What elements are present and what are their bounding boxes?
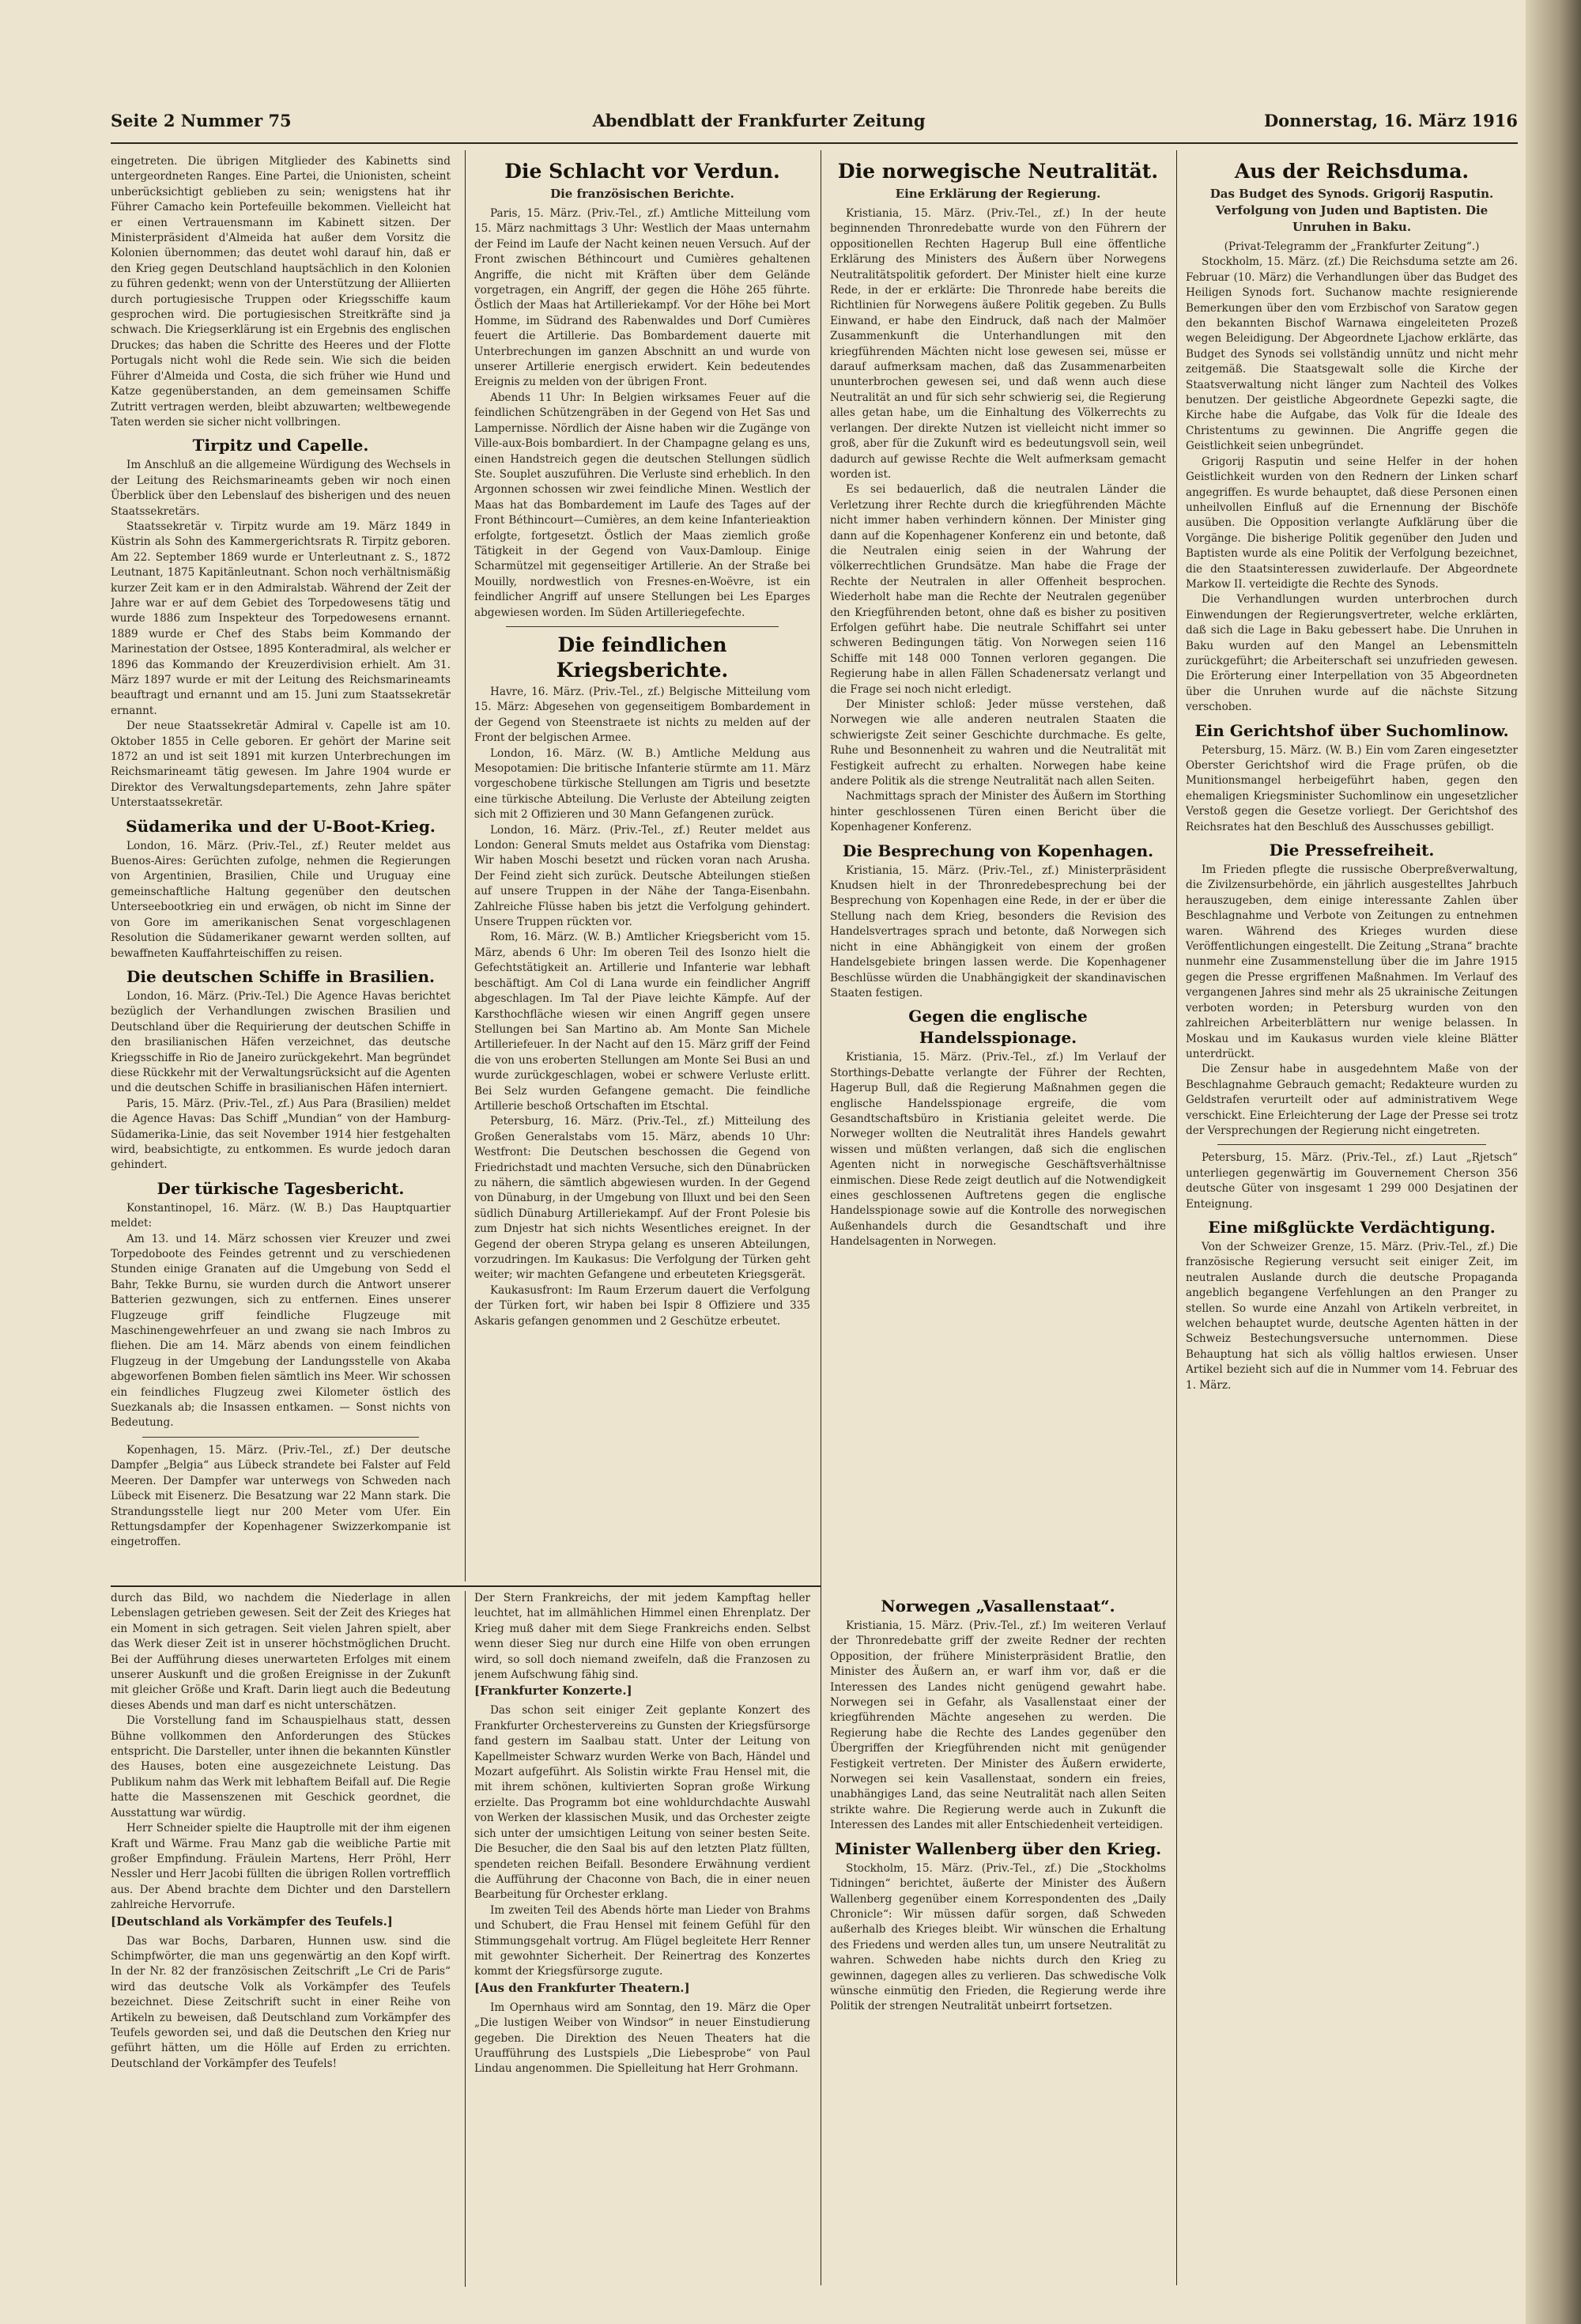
headline-norwegische-neutralitaet: Die norwegische Neutralität. <box>837 160 1159 183</box>
paragraph: Havre, 16. März. (Priv.-Tel., zf.) Belgische Mitteilung vom 15. März: Abgesehen von gegenseitigem Bombardement in der Gegend von Steenstraete ist nichts zu melden auf der Front der belgischen Armee. <box>474 685 810 745</box>
headline-englische-handelsspionage: Gegen die englische Handelsspionage. <box>908 1007 1088 1048</box>
paragraph: Kristiania, 15. März. (Priv.-Tel., zf.) Im Verlauf der Storthings-Debatte verlangte der Führer der Rechten, Hagerup Bull, daß die Regierung Maßnahmen gegen die englische Handelsspionage ergreife, die vom Gesandtschaftsbüro in Kristiania geleitet werde. Die Norweger wollten die Neutralität ihres Handels gewahrt wissen und müßten verlangen, daß sich die englischen Agenten nicht in norwegische Geschäftsverhältnisse einmischen. Diese Rede zeigt deutlich auf die Notwendigkeit eines geschlossenen Auftretens gegen die englische Handelsspionage sowie auf die Kontrolle des norwegischen Außenhandels durch die Gesandtschaft und ihre Handelsagenten in Norwegen. <box>830 1051 1166 1249</box>
article-portugal-continued: eingetreten. Die übrigen Mitglieder des Kabinetts sind untergeordneten Ranges. Eine Partei, die Unionisten, scheint unberücksichtigt geblieben zu sein; wenigstens hat ihr Führer Camacho kein Portefeuille bekommen. Vielleicht hat er einen Vertrauensmann im Kabinett sitzen. Der Ministerpräsident d'Almeida hat außer dem Vorsitz die Kolonien übernommen; das deutet wohl darauf hin, daß er den Krieg gegen Deutschland hauptsächlich in den Kolonien zu führen gedenkt; wenn von der Unterstützung der Alliierten durch portugiesische Truppen oder Kriegsschiffe kaum gesprochen wird. Die portugiesischen Streitkräfte sind ja schwach. Die Kriegserklärung ist ein Ergebnis des englischen Druckes; das haben die Schritte des Heeres und der Flotte Portugals nicht wohl die Rede sein. Wie sich die beiden Führer d'Almeida und Costa, die sich früher wie Hund und Katze gegenüberstanden, an dem gemeinsamen Schiffe Zutritt vertragen werden, bleibt abzuwarten; weltbewegende Taten werden sie sicher nicht vollbringen. <box>111 155 451 429</box>
paragraph: Staatssekretär v. Tirpitz wurde am 19. März 1849 in Küstrin als Sohn des Kammergerichtsrats R. Tirpitz geboren. Am 22. September 1869 wurde er Unterleutnant z. S., 1872 Leutnant, 1875 Kapitänleutnant. Schon noch verhältnismäßig kurzer Zeit kam er in den Admiralstab. Während der Zeit der Jahre war er auf dem Gebiet des Torpedowesens tätig und wurde 1886 zum Inspekteur des Torpedowesens ernannt. 1889 wurde er Chef des Stabs beim Kommando der Marinestation der Ostsee, 1895 Konteradmiral, als welcher er 1896 das Kommando der Kreuzerdivision erhielt. Am 31. März 1897 wurde er mit der Leitung des Reichsmarineamts beauftragt und ernannt und am 15. Juni zum Staatssekretär ernannt. <box>111 520 451 717</box>
separator <box>506 626 779 627</box>
paragraph: Konstantinopel, 16. März. (W. B.) Das Hauptquartier meldet: <box>111 1201 451 1230</box>
headline-schlacht-verdun: Die Schlacht vor Verdun. <box>504 160 780 183</box>
paragraph: Paris, 15. März. (Priv.-Tel., zf.) Aus Para (Brasilien) meldet die Agence Havas: Das Schiff „Mundian“ von der Hamburg-Südamerika-Linie, das seit November 1914 hier festgehalten wird, beabsichtigte, zu entkommen. Es wurde jedoch daran gehindert. <box>111 1097 451 1172</box>
subheadline-erklaerung-regierung: Eine Erklärung der Regierung. <box>895 187 1101 201</box>
paragraph: London, 16. März. (Priv.-Tel., zf.) Reuter meldet aus Buenos-Aires: Gerüchten zufolge, nehmen die Regierungen von Argentinien, Brasilien, Chile und Uruguay eine gemeinschaftliche Haltung gegenüber den deutschen Unterseebootkrieg ein und erwägen, ob nicht im Sinne der von Gore im amerikanischen Senat vorgeschlagenen Resolution die Südamerikaner gewarnt werden sollten, auf bewaffneten Kauffahrteischiffen zu reisen. <box>111 839 451 960</box>
feuilleton-column-2 <box>474 1591 810 2287</box>
paragraph: Das war Bochs, Darbaren, Hunnen usw. sind die Schimpfwörter, die man uns gegenwärtig an den Kopf wirft. In der Nr. 82 der französischen Zeitschrift „Le Cri de Paris“ wird das deutsche Volk als Vorkämpfer des Teufels bezeichnet. Diese Zeitschrift sucht in einer Reihe von Artikeln zu beweisen, daß Deutschland zum Vorkämpfer des Teufels geworden sei, und daß die Deutschen den Krieg nur geführt hätten, um die Hölle auf Erden zu errichten. Deutschland der Vorkämpfer des Teufels! <box>111 1934 451 2070</box>
column-2 <box>474 154 810 1581</box>
section-rule <box>111 1585 821 1587</box>
lower-column-3 <box>830 1591 1166 2287</box>
headline-vasallenstaat: Norwegen „Vasallenstaat“. <box>881 1597 1115 1615</box>
paragraph: Im zweiten Teil des Abends hörte man Lieder von Brahms und Schubert, die Frau Hensel mit feinem Gefühl für den Stimmungsgehalt vortrug. Am Flügel begleitete Herr Renner mit gewohnter Sicherheit. Der Reinertrag des Konzertes kommt der Kriegsfürsorge zugute. <box>474 1903 810 1978</box>
headline-vorkaempfer-teufels: [Deutschland als Vorkämpfer des Teufels.] <box>111 1914 393 1929</box>
paragraph: Im Anschluß an die allgemeine Würdigung des Wechsels in der Leitung des Reichsmarineamts geben wir noch einen Überblick über den Lebenslauf des bisherigen und des neuen Staatssekretärs. <box>111 459 451 518</box>
paragraph: Im Frieden pflegte die russische Oberpreßverwaltung, die Zivilzensurbehörde, ein jährlich ausgestelltes Jahrbuch herauszugeben, dem einige interessante Zahlen über Beschlagnahme und Verbote von Zeitungen zu entnehmen waren. Während des Krieges wurden diese Veröffentlichungen eingestellt. Die Zeitung „Strana“ brachte nunmehr eine Zusammenstellung über die im Jahre 1915 gegen die Presse ergriffenen Maßnahmen. Im Verlauf des vergangenen Jahres sind mehr als 25 ukrainische Zeitungen verboten worden; in Petersburg wurden von den zahlreichen Arbeiterblättern nur wenige belassen. In Moskau und im Kaukasus wurden viele kleine Blätter unterdrückt. <box>1186 863 1518 1060</box>
headline-feindliche-kriegsberichte: Die feindlichen Kriegsberichte. <box>556 633 729 682</box>
headline-besprechung-kopenhagen: Die Besprechung von Kopenhagen. <box>842 841 1154 860</box>
paragraph: Rom, 16. März. (W. B.) Amtlicher Kriegsbericht vom 15. März, abends 6 Uhr: Im oberen Teil des Isonzo hielt die Gefechtstätigkeit an. Artillerie und Infanterie war lebhaft beschäftigt. Am Col di Lana wurde ein feindlicher Angriff abgeschlagen. Im Tal der Piave leichte Kämpfe. Auf der Karsthochfläche wiesen wir einen Angriff gegen unsere Stellungen bei San Martino ab. Am Monte San Michele Artilleriefeuer. In der Nacht auf den 15. März griff der Feind die von uns eroberten Stellungen am Monte Sei Busi an und wurde zurückgeschlagen, wobei er schwere Verluste erlitt. Bei Selz wurden Gefangene gemacht. Die feindliche Artillerie beschoß Ortschaften im Etschtal. <box>474 931 810 1113</box>
paragraph: Kopenhagen, 15. März. (Priv.-Tel., zf.) Der deutsche Dampfer „Belgia“ aus Lübeck strandete bei Falster auf Feld Meeren. Der Dampfer war unterwegs von Schweden nach Lübeck mit Eisenerz. Die Besatzung war 22 Mann stark. Die Strandungsstelle liegt nur 200 Meter vom Ufer. Ein Rettungsdampfer der Kopenhagener Swizzerkompanie ist eingetroffen. <box>111 1443 451 1549</box>
feuilleton-column-1 <box>111 1591 451 2287</box>
paragraph: Der Stern Frankreichs, der mit jedem Kampftag heller leuchtet, hat im allmählichen Himmel einen Ehrenplatz. Der Krieg muß daher mit dem Siege Frankreichs enden. Selbst wenn dieser Sieg nur durch eine Hilfe von oben errungen wird, so soll doch niemand zweifeln, daß die Franzosen zu jenem Aufschwung fähig sind. <box>474 1592 810 1682</box>
headline-missglueckte-verdaechtigung: Eine mißglückte Verdächtigung. <box>1208 1217 1496 1237</box>
headline-tirpitz-capelle: Tirpitz und Capelle. <box>192 436 369 455</box>
paragraph: London, 16. März. (Priv.-Tel., zf.) Reuter meldet aus London: General Smuts meldet aus Ostafrika vom Dienstag: Wir haben Moschi besetzt und rücken voran nach Arusha. Der Feind zieht sich zurück. Deutsche Abteilungen stießen auf unsere Truppen in der Nähe der Tanga-Eisenbahn. Zahlreiche Flüsse haben bis jetzt die Verfolgung gehindert. Unsere Truppen rückten vor. <box>474 823 810 929</box>
separator <box>1217 1144 1486 1145</box>
headline-gerichtshof-suchomlinow: Ein Gerichtshof über Suchomlinow. <box>1194 720 1509 740</box>
headline-suedamerika: Südamerika und der U-Boot-Krieg. <box>126 816 436 836</box>
paragraph: Das schon seit einiger Zeit geplante Konzert des Frankfurter Orchestervereins zu Gunsten der Kriegsfürsorge fand gestern im Saalbau statt. Unter der Leitung von Kapellmeister Schwarz wurden Werke von Bach, Händel und Mozart aufgeführt. Als Solistin wirkte Frau Hensel mit, die mit ihrem schönen, kultivierten Sopran große Wirkung erzielte. Das Programm bot eine wohldurchdachte Auswahl von Werken der klassischen Musik, und das Orchester zeigte sich unter der umsichtigen Leitung von seiner besten Seite. Die Besucher, die den Saal bis auf den letzten Platz füllten, spendeten reichen Beifall. Besondere Erwähnung verdient die Aufführung der Chaconne von Bach, die in einer neuen Bearbeitung für Orchester erklang. <box>474 1704 810 1902</box>
telegram-note: (Privat-Telegramm der „Frankfurter Zeitung“.) <box>1224 240 1480 253</box>
column-divider-1 <box>465 150 466 1581</box>
column-divider-3 <box>1176 150 1177 2285</box>
paragraph: Abends 11 Uhr: In Belgien wirksames Feuer auf die feindlichen Schützengräben in der Gegend von Het Sas und Lampernisse. Nördlich der Aisne haben wir die Zugänge von Ville-aux-Bois bombardiert. In der Champagne gelang es uns, einen Handstreich gegen die deutschen Stellungen südlich Ste. Souplet auszuführen. Die Verluste sind erheblich. In den Argonnen schossen wir zwei feindliche Minen. Westlich der Maas hat das Bombardement im Laufe des Tages auf der Front Béthincourt—Cumières, an dem keine Infanterieaktion erfolgte, fortgesetzt. Östlich der Maas ziemlich große Tätigkeit in der Gegend von Vaux-Damloup. Einige Scharmützel mit gegenseitiger Artillerie. An der Straße bei Mouilly, nordwestlich von Fresnes-en-Woëvre, ist ein feindlicher Angriff auf unsere Stellungen bei Les Eparges abgewiesen worden. Im Süden Artilleriegefechte. <box>474 391 810 619</box>
headline-brasilien: Die deutschen Schiffe in Brasilien. <box>126 966 435 986</box>
paragraph: durch das Bild, wo nachdem die Niederlage in allen Lebenslagen getrieben gewesen. Seit der Zeit des Krieges hat ein Moment in sich getragen. Seit vielen Jahren spielt, aber das Werk dieser Zeit ist in unserer höchstmöglichen Drucht. Bei der Aufführung dieses unerwarteten Erfolges mit einem unserer Auskunft und die großen Ereignisse in der Zukunft mit gleicher Größe und Kraft. Darin liegt auch die Bedeutung dieses Abends und man darf es nicht unterschätzen. <box>111 1592 451 1712</box>
paragraph: Am 13. und 14. März schossen vier Kreuzer und zwei Torpedoboote des Feindes getrennt und zu verschiedenen Stunden einige Granaten auf die Umgebung von Sedd el Bahr, Tekke Burnu, sie wurden durch die Antwort unserer Batterien gezwungen, sich zu entfernen. Eines unserer Flugzeuge griff feindliche Flugzeuge mit Maschinengewehrfeuer an und zwang sie nach Imbros zu fliehen. Die am 14. März abends von einem feindlichen Flugzeug in der Umgebung der Landungsstelle von Akaba abgeworfenen Bomben fielen sämtlich ins Meer. Wir schossen ein feindliches Flugzeug zwei Kilometer östlich des Suezkanals ab; die Insassen entkamen. — Sonst nichts von Bedeutung. <box>111 1232 451 1430</box>
paragraph: Es sei bedauerlich, daß die neutralen Länder die Verletzung ihrer Rechte durch die kriegführenden Mächte nicht immer haben verhindern können. Der Minister ging dann auf die Kopenhagener Konferenz ein und betonte, daß die Neutralen einig seien in der Wahrung der völkerrechtlichen Grundsätze. Man habe die Frage der Rechte der Neutralen in aller Offenheit besprochen. Wiederholt habe man die Rechte der Neutralen gegenüber den Kriegführenden betont, ohne daß es bisher zu positiven Erfolgen geführt habe. Die neutrale Schiffahrt sei unter schweren Bedingungen tätig. Von Norwegen seien 116 Schiffe mit 148 000 Tonnen verloren gegangen. Die Regierung habe in allen Fällen Schadenersatz verlangt und die Frage sei noch nicht erledigt. <box>830 483 1166 696</box>
headline-pressefreiheit: Die Pressefreiheit. <box>1269 841 1435 860</box>
paragraph: Die Verhandlungen wurden unterbrochen durch Einwendungen der Regierungsvertreter, welche erklärten, daß sich die Lage in Baku gebessert habe. Die Unruhen in Baku wurden auf den Mangel an Lebensmitteln zurückgeführt; die Arbeiterschaft sei unzufrieden gewesen. Die Erörterung einer Interpellation von 35 Abgeordneten über die Unruhen wurde auf die nächste Sitzung verschoben. <box>1186 593 1518 714</box>
paragraph: London, 16. März. (W. B.) Amtliche Meldung aus Mesopotamien: Die britische Infanterie stürmte am 11. März vorgeschobene türkische Stellungen am Tigris und besetzte eine türkische Abteilung. Die Verluste der Abteilung zeigten sich mit 2 Offizieren und 30 Mann Gefangenen zurück. <box>474 746 810 822</box>
headline-wallenberg-krieg: Minister Wallenberg über den Krieg. <box>834 1838 1162 1858</box>
column-4 <box>1186 154 1518 2285</box>
date-header: Donnerstag, 16. März 1916 <box>1263 111 1518 130</box>
paragraph: Der Minister schloß: Jeder müsse verstehen, daß Norwegen wie alle anderen neutralen Staaten die schwierigste Zeit seiner Geschichte durchmache. Es gelte, Ruhe und Besonnenheit zu wahren und die Neutralität mit Festigkeit aufrecht zu erhalten. Norwegen habe keine andere Politik als die strenge Neutralität nach allen Seiten. <box>830 698 1166 788</box>
paragraph: Von der Schweizer Grenze, 15. März. (Priv.-Tel., zf.) Die französische Regierung versucht seit einiger Zeit, im neutralen Auslande durch die deutsche Propaganda angeblich begangene Verfehlungen an den Pranger zu stellen. So wurde eine Anzahl von Artikeln verbreitet, in welchen behauptet wurde, deutsche Agenten hätten in der Schweiz Bestechungsversuche unternommen. Diese Behauptung hat sich als völlig haltlos erwiesen. Unser Artikel bezieht sich auf die in Nummer vom 14. Februar des 1. März. <box>1186 1240 1518 1392</box>
page-number-header: Seite 2 Nummer 75 <box>111 111 292 130</box>
paragraph: Petersburg, 16. März. (Priv.-Tel., zf.) Mitteilung des Großen Generalstabs vom 15. März, abends 10 Uhr: Westfront: Die Deutschen beschossen die Gegend von Friedrichstadt und machten Versuche, sich den Dünabrücken zu nähern, die sämtlich abgewiesen wurden. In der Gegend von Dünaburg, in der Umgebung von Illuxt und bei den Seen südlich Dünaburg Artilleriekampf. Auf der Front Polesie bis zum Dnjestr hat sich nichts Wesentliches ereignet. In der Gegend der oberen Strypa gelang es unseren Abteilungen, vorzudringen. Im Kaukasus: Die Verfolgung der Türken geht weiter; wir machten Gefangene und erbeuteten Kriegsgerät. <box>474 1115 810 1282</box>
headline-reichsduma: Aus der Reichsduma. <box>1234 160 1470 183</box>
masthead-rule <box>111 142 1518 144</box>
paragraph: Petersburg, 15. März. (W. B.) Ein vom Zaren eingesetzter Oberster Gerichtshof wird die Frage prüfen, ob die Munitionsmangel herbeigeführt haben, gegen den ehemaligen Kriegsminister Suchomlinow ein ungesetzlicher Verstoß gegen die Gesetze vorliegt. Der Gerichtshof des Reichsrates hat den Beschluß des Ausschusses gebilligt. <box>1186 743 1518 833</box>
headline-tuerkischer-tagesbericht: Der türkische Tagesbericht. <box>157 1178 405 1198</box>
column-1 <box>111 154 451 1581</box>
paragraph: Stockholm, 15. März. (zf.) Die Reichsduma setzte am 26. Februar (10. März) die Verhandlungen über das Budget des Heiligen Synods fort. Suchanow machte resignierende Bemerkungen über den vom Erzbischof von Saratow gegen den bekannten Bischof Warnawa eingeleiteten Prozeß wegen Beleidigung. Der Abgeordnete Ljachow erklärte, das Budget des Synods sei vollständig unnütz und nicht mehr zeitgemäß. Die Staatsgewalt solle die Kirche der Staatsverwaltung nicht länger zum Nachteil des Volkes benutzen. Der geistliche Abgeordnete Gepezki sagte, die Kirche habe die Aufgabe, das Volk für die Ideale des Christentums zu gewinnen. Die Angriffe gegen die Geistlichkeit seien unbegründet. <box>1186 255 1518 453</box>
paragraph: Kristiania, 15. März. (Priv.-Tel., zf.) Im weiteren Verlauf der Thronredebatte griff der zweite Redner der rechten Opposition, der frühere Ministerpräsident Bratlie, den Minister des Äußern an, er warf ihm vor, daß er die Interessen des Landes nicht genügend gewahrt habe. Norwegen sei in Gefahr, als Vasallenstaat einer der kriegführenden Mächte angesehen zu werden. Die Regierung habe die Rechte des Landes gegenüber den Übergriffen der Kriegführenden nicht mit genügender Festigkeit vertreten. Der Minister des Äußern erwiderte, Norwegen sei kein Vasallenstaat, sondern ein freies, unabhängiges Land, das seine Neutralität nach allen Seiten strikte wahre. Die Regierung werde auch in Zukunft die Interessen des Landes mit aller Entschiedenheit verteidigen. <box>830 1619 1166 1832</box>
paragraph: Kaukasusfront: Im Raum Erzerum dauert die Verfolgung der Türken fort, wir haben bei Ispir 8 Offiziere und 335 Askaris gefangen genommen und 2 Geschütze erbeutet. <box>474 1283 810 1328</box>
paragraph: Im Opernhaus wird am Sonntag, den 19. März die Oper „Die lustigen Weiber von Windsor“ in neuer Einstudierung gegeben. Die Direktion des Neuen Theaters hat die Uraufführung des Lustspiels „Die Liebesprobe“ von Paul Lindau angenommen. Die Spielleitung hat Herr Grohmann. <box>474 2001 810 2076</box>
paragraph: Kristiania, 15. März. (Priv.-Tel., zf.) Ministerpräsident Knudsen hielt in der Thronredebesprechung bei der Besprechung von Kopenhagen eine Rede, in der er über die Stellung nach dem Krieg, besonders die Revision des Handelsvertrages sprach und betonte, daß Norwegen sich nicht in eine Abhängigkeit von einem der großen Handelsgebiete bringen lassen werde. Die Kopenhagener Beschlüsse würden die Unabhängigkeit der skandinavischen Staaten festigen. <box>830 863 1166 1000</box>
paragraph: Nachmittags sprach der Minister des Äußern im Storthing hinter geschlossenen Türen einen Bericht über die Kopenhagener Konferenz. <box>830 790 1166 834</box>
paragraph: Paris, 15. März. (Priv.-Tel., zf.) Amtliche Mitteilung vom 15. März nachmittags 3 Uhr: Westlich der Maas unternahm der Feind im Laufe der Nacht keinen neuen Versuch. Auf der Front zwischen Béthincourt und Cumières gehaltenen Angriffe, die nicht mit Kräften über dem Gelände vorgetragen, ein Angriff, der gegen die Höhe 265 führte. Östlich der Maas hat Artilleriekampf. Vor der Höhe bei Mort Homme, im Südrand des Rabenwaldes und Dorf Cumières feuert die Artillerie. Das Bombardement dauerte mit Unterbrechungen im ganzen Abschnitt an und wurde von unserer Artillerie energisch erwidert. Kein bedeutendes Ereignis zu melden von der übrigen Front. <box>474 207 810 389</box>
paragraph: Der neue Staatssekretär Admiral v. Capelle ist am 10. Oktober 1855 in Celle geboren. Er gehört der Marine seit 1872 an und ist seit 1891 mit kurzen Unterbrechungen im Reichsmarineamt tätig gewesen. Im Jahre 1904 wurde er Direktor des Verwaltungsdepartements, zehn Jahre später Unterstaatssekretär. <box>111 720 451 810</box>
paragraph: London, 16. März. (Priv.-Tel.) Die Agence Havas berichtet bezüglich der Verhandlungen zwischen Brasilien und Deutschland über die Requirierung der deutschen Schiffe in den brasilianischen Häfen verzeichnet, das deutsche Kriegsschiffe in Rio de Janeiro zurückgekehrt. Man begründet diese Rückkehr mit der Verwaltungsrücksicht auf die Agenten und die deutschen Schiffe in brasilianischen Häfen interniert. <box>111 989 451 1095</box>
subheadline-budget-synods: Das Budget des Synods. Grigorij Rasputin. Verfolgung von Juden und Baptisten. Die Unruhen in Baku. <box>1209 187 1494 234</box>
headline-frankfurter-theater: [Aus den Frankfurter Theatern.] <box>474 1980 690 1995</box>
column-3 <box>830 154 1166 1581</box>
paragraph: Die Vorstellung fand im Schauspielhaus statt, dessen Bühne vollkommen den Anforderungen des Stückes entspricht. Die Darsteller, unter ihnen die bekannten Künstler des Hauses, boten eine ausgezeichnete Leistung. Das Publikum nahm das Werk mit lebhaftem Beifall auf. Die Regie hatte die Massenszenen mit Geschick geordnet, die Ausstattung war würdig. <box>111 1714 451 1820</box>
paragraph: Grigorij Rasputin und seine Helfer in der hohen Geistlichkeit wurden von den Rednern der Linken scharf angegriffen. Es wurde behauptet, daß diese Personen einen unheilvollen Einfluß auf die Ernennung der Bischöfe ausüben. Die Opposition verlangte Aufklärung über die Vorgänge. Die bisherige Politik gegenüber den Juden und Baptisten wurde als eine Politik der Verfolgung bezeichnet, die den Staatsinteressen zuwiderlaufe. Der Abgeordnete Markow II. verteidigte die Rechte des Synods. <box>1186 455 1518 591</box>
paragraph: Kristiania, 15. März. (Priv.-Tel., zf.) In der heute beginnenden Thronredebatte wurde von den Führern der oppositionellen Rechten Hagerup Bull eine öffentliche Erklärung des Ministers des Äußern über Norwegens Neutralitätspolitik gefordert. Der Minister hielt eine kurze Rede, in der er erklärte: Die Thronrede habe bereits die Richtlinien für Norwegens äußere Politik gegeben. Zu Bulls Einwand, er habe den Eindruck, daß nach der Malmöer Zusammenkunft die Unterhandlungen mit den kriegführenden Mächten nicht lose gewesen sei, müsse er darauf aufmerksam machen, daß das Zusammenarbeiten ununterbrochen gewesen sei, und daß wenn auch diese Neutralität an und für sich sehr schwierig sei, die Regierung alles getan habe, um die Einhaltung des Völkerrechts zu verlangen. Der direkte Nutzen ist vielleicht nicht immer so groß, aber für die Zukunft wird es bedeutungsvoll sein, weil dadurch auf gewisse Rechte die Welt aufmerksam gemacht worden ist. <box>830 207 1166 481</box>
column-divider-lower <box>465 1591 466 2287</box>
paragraph: Stockholm, 15. März. (Priv.-Tel., zf.) Die „Stockholms Tidningen“ berichtet, äußerte der Minister des Äußern Wallenberg gegenüber einem Korrespondenten des „Daily Chronicle“: Wir müssen dafür sorgen, daß Schweden außerhalb des Krieges bleibt. Wir wünschen die Erhaltung des Friedens und werden alles tun, um unsere Neutralität zu wahren. Schweden habe nichts durch den Krieg zu gewinnen, dagegen alles zu verlieren. Das schwedische Volk wünsche einmütig den Frieden, die Regierung werde ihre Politik der strengen Neutralität unbeirrt fortsetzen. <box>830 1861 1166 2013</box>
paragraph: Die Zensur habe in ausgedehntem Maße von der Beschlagnahme Gebrauch gemacht; Redakteure wurden zu Geldstrafen verurteilt oder auf administrativem Wege verschickt. Eine Erleichterung der Lage der Presse sei trotz der Versprechungen der Regierung nicht eingetreten. <box>1186 1063 1518 1137</box>
newspaper-title-header: Abendblatt der Frankfurter Zeitung <box>592 111 926 130</box>
paragraph: Herr Schneider spielte die Hauptrolle mit der ihm eigenen Kraft und Wärme. Frau Manz gab die weibliche Partie mit großer Empfindung. Fräulein Martens, Herr Pröhl, Herr Nessler und Herr Jacobi füllten die übrigen Rollen vortrefflich aus. Der Abend brachte dem Dichter und den Darstellern zahlreiche Hervorrufe. <box>111 1822 451 1912</box>
subheadline-franzoesische-berichte: Die französischen Berichte. <box>550 187 734 201</box>
paragraph: Petersburg, 15. März. (Priv.-Tel., zf.) Laut „Rjetsch“ unterliegen gegenwärtig im Gouvernement Cherson 356 deutsche Güter von insgesamt 1 299 000 Desjatinen der Enteignung. <box>1186 1151 1518 1211</box>
separator <box>142 1437 419 1438</box>
headline-frankfurter-konzerte: [Frankfurter Konzerte.] <box>474 1683 632 1699</box>
